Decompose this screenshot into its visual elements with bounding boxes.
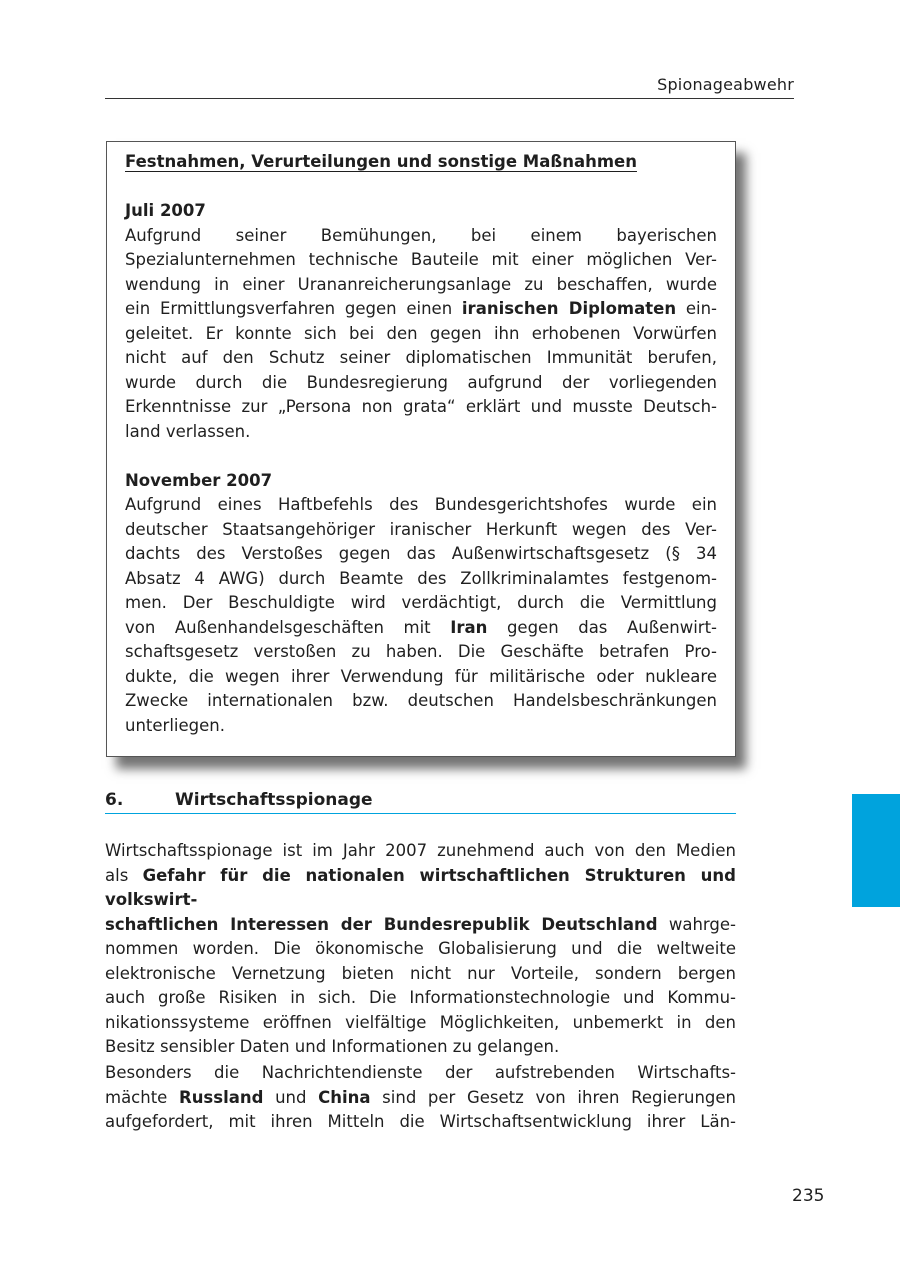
text-line (105, 1086, 736, 1111)
bold-text: Iran (450, 617, 488, 637)
box-entries (125, 199, 717, 738)
text-segment: von Außenhandelsgeschäften mit (125, 617, 451, 637)
text-line: Zwecke internationalen bzw. deutschen Handelsbeschränkungen (125, 691, 717, 710)
text-line: wendung in einer Urananreicherungsanlage zu beschaffen, wurde (125, 274, 717, 294)
text-segment: wahrge- (657, 914, 736, 934)
entry-body (125, 224, 717, 445)
text-line: geleitet. Er konnte sich bei den gegen ihn erhobenen Vorwürfen (125, 323, 717, 343)
bold-text: schaftlichen Interessen der Bundesrepublik Deutschland (105, 914, 658, 934)
text-segment: und (263, 1087, 319, 1107)
entry-body (125, 493, 717, 738)
text-segment: ein Ermittlungsverfahren gegen einen (125, 299, 462, 318)
text-line: schaftsgesetz verstoßen zu haben. Die Geschäfte betrafen Pro- (125, 642, 717, 661)
text-line: auch große Risiken in sich. Die Informationstechnologie und Kommu- (105, 988, 736, 1007)
bold-text: iranischen Diplomaten (461, 299, 677, 318)
box-entry (125, 469, 717, 739)
text-line: unterliegen. (125, 715, 225, 735)
text-line (125, 616, 717, 641)
text-segment: mächte (105, 1087, 179, 1107)
text-line: Wirtschaftsspionage ist im Jahr 2007 zunehmend auch von den Medien (105, 841, 736, 860)
text-line: Erkenntnisse zur „Persona non grata“ erklärt und musste Deutsch- (125, 397, 717, 416)
text-segment: sind per Gesetz von ihren Regierungen (370, 1087, 736, 1107)
bold-text: China (318, 1087, 371, 1107)
text-line: Absatz 4 AWG) durch Beamte des Zollkriminalamtes festgenom- (125, 568, 717, 588)
info-box (106, 141, 736, 757)
body-paragraph (105, 1061, 736, 1135)
text-line (125, 297, 717, 322)
bold-text: Russland (178, 1087, 264, 1107)
text-line: land verlassen. (125, 421, 251, 441)
text-segment: gegen das Außenwirt- (487, 617, 718, 637)
text-segment: als (105, 865, 143, 885)
text-line (105, 864, 736, 913)
section-title: Wirtschaftsspionage (175, 790, 373, 810)
box-entry (125, 199, 717, 444)
text-line: nommen worden. Die ökonomische Globalisierung und die weltweite (105, 939, 736, 958)
chapter-tab-marker (852, 794, 900, 907)
section-heading (105, 789, 736, 814)
text-line: dachts des Verstoßes gegen das Außenwirtschaftsgesetz (§ 34 (125, 544, 717, 563)
page-number: 235 (792, 1186, 825, 1206)
running-header: Spionageabwehr (657, 75, 794, 94)
header-rule (105, 98, 794, 99)
text-line: deutscher Staatsangehöriger iranischer Herkunft wegen des Ver- (125, 519, 717, 539)
text-line: aufgefordert, mit ihren Mitteln die Wirtschaftsentwicklung ihrer Län- (105, 1112, 736, 1131)
text-line: nicht auf den Schutz seiner diplomatischen Immunität berufen, (125, 348, 717, 367)
text-segment: ein- (676, 299, 717, 318)
body-paragraph (105, 839, 736, 1060)
text-line: elektronische Vernetzung bieten nicht nur Vorteile, sondern bergen (105, 963, 736, 983)
bold-text: Gefahr für die nationalen wirtschaftlichen Strukturen und volkswirt- (105, 865, 736, 909)
text-line (105, 913, 736, 938)
text-line: dukte, die wegen ihrer Verwendung für militärische oder nukleare (125, 666, 717, 686)
text-line: Spezialunternehmen technische Bauteile mit einer möglichen Ver- (125, 250, 717, 269)
text-line: Besonders die Nachrichtendienste der aufstrebenden Wirtschafts- (105, 1063, 736, 1082)
text-line: wurde durch die Bundesregierung aufgrund der vorliegenden (125, 372, 717, 392)
entry-heading: Juli 2007 (125, 201, 206, 220)
text-line: Besitz sensibler Daten und Informationen zu gelangen. (105, 1037, 560, 1056)
text-line: Aufgrund eines Haftbefehls des Bundesgerichtshofes wurde ein (125, 495, 717, 514)
text-line: men. Der Beschuldigte wird verdächtigt, durch die Vermittlung (125, 593, 717, 612)
box-title: Festnahmen, Verurteilungen und sonstige Maßnahmen (125, 152, 637, 171)
text-line: nikationssysteme eröffnen vielfältige Möglichkeiten, unbemerkt in den (105, 1012, 736, 1032)
text-line: Aufgrund seiner Bemühungen, bei einem bayerischen (125, 225, 717, 245)
section-number: 6. (105, 790, 124, 810)
entry-heading: November 2007 (125, 470, 273, 490)
